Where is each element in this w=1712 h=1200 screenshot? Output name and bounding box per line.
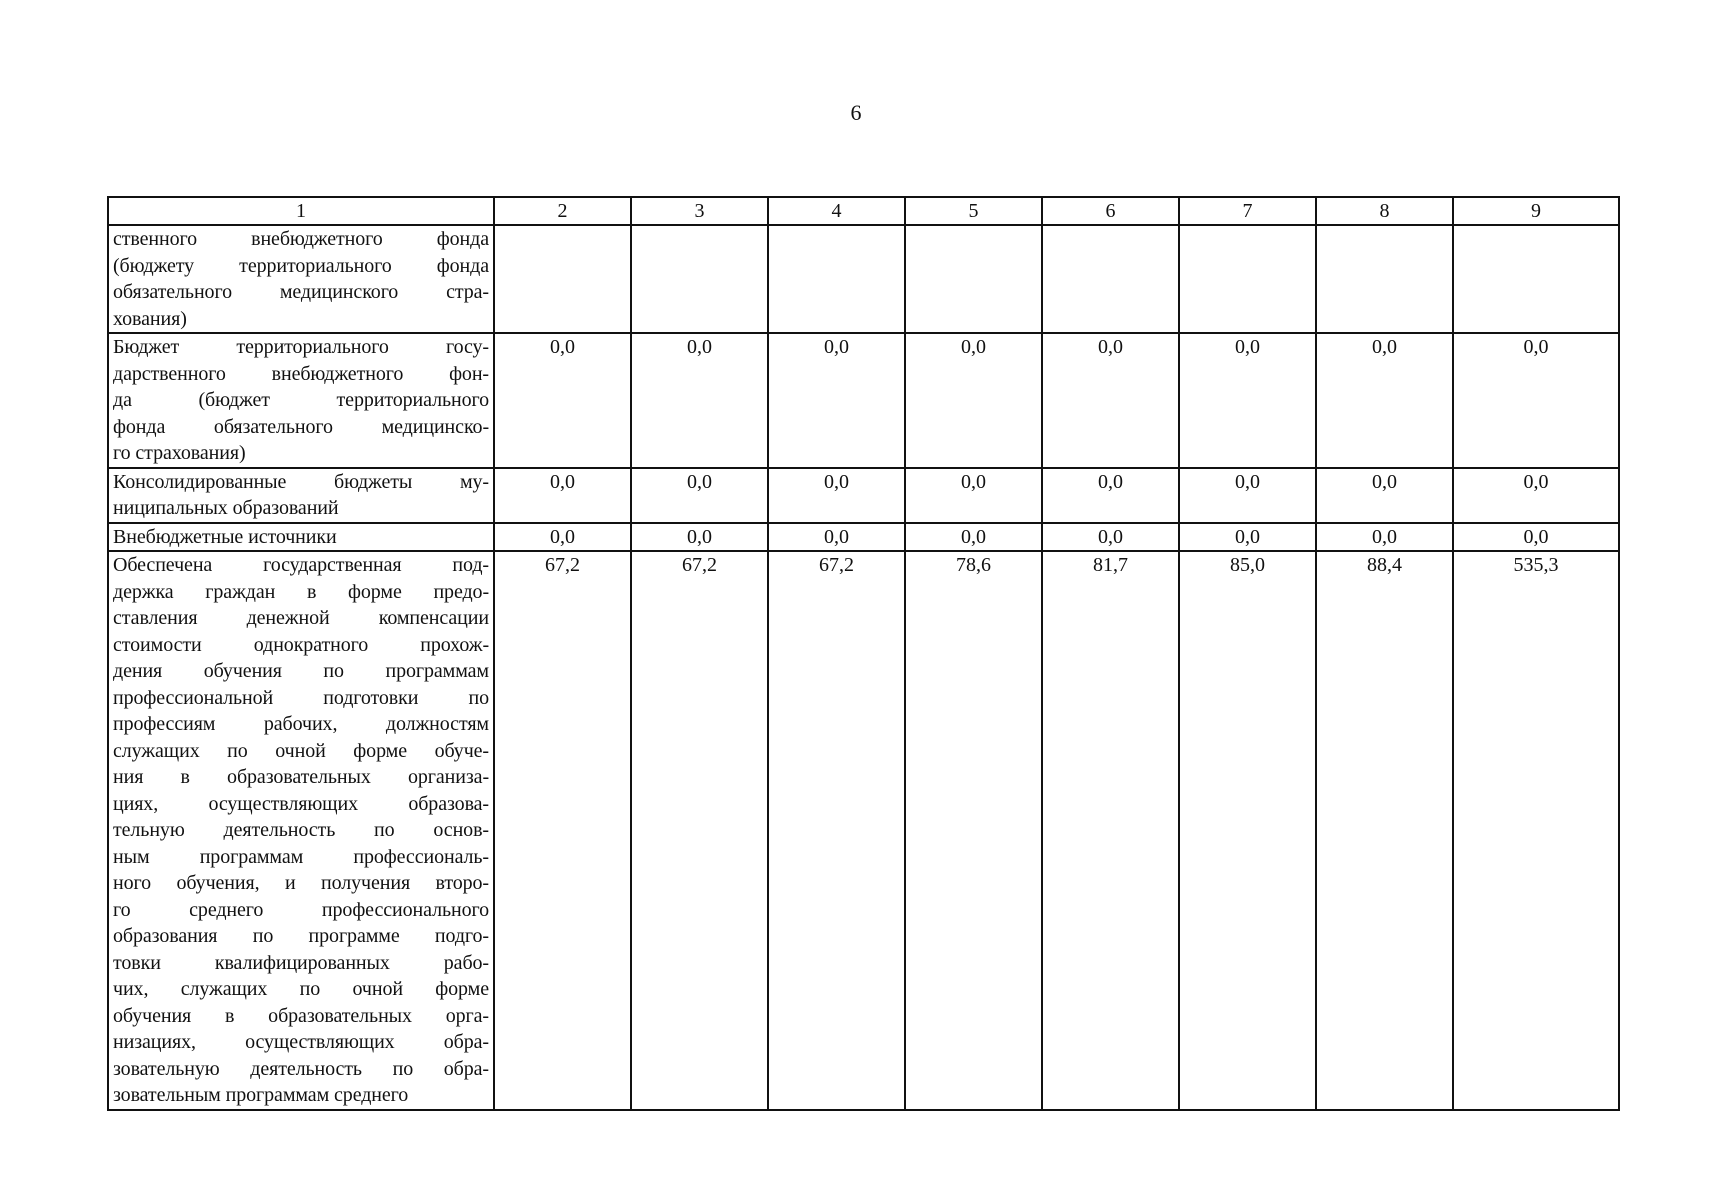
value-cell: 78,6 bbox=[905, 551, 1042, 1110]
row-label-line: ного обучения, и получения второ- bbox=[113, 872, 489, 894]
value-cell: 0,0 bbox=[768, 333, 905, 468]
value-cell bbox=[1042, 225, 1179, 333]
funding-table bbox=[107, 196, 1620, 1111]
value-cell: 0,0 bbox=[1179, 523, 1316, 552]
value-cell: 0,0 bbox=[768, 523, 905, 552]
value-cell: 0,0 bbox=[631, 333, 768, 468]
column-header: 4 bbox=[768, 197, 905, 225]
row-label-line: обучения в образовательных орга- bbox=[113, 1004, 489, 1027]
row-label bbox=[108, 225, 494, 333]
value-cell: 0,0 bbox=[768, 468, 905, 523]
column-header: 6 bbox=[1042, 197, 1179, 225]
column-header: 7 bbox=[1179, 197, 1316, 225]
value-cell: 67,2 bbox=[631, 551, 768, 1110]
table-row bbox=[108, 551, 1619, 1110]
row-label-line: фонда обязательного медицинско- bbox=[113, 415, 489, 438]
value-cell bbox=[494, 225, 631, 333]
row-label-line: да (бюджет территориального bbox=[113, 389, 489, 411]
value-cell: 535,3 bbox=[1453, 551, 1619, 1110]
value-cell bbox=[1453, 225, 1619, 333]
value-cell: 0,0 bbox=[1179, 468, 1316, 523]
row-label-line: Бюджет территориального госу- bbox=[113, 336, 489, 358]
row-label-line: тельную деятельность по основ- bbox=[113, 819, 489, 841]
table-row bbox=[108, 333, 1619, 468]
row-label-line: чих, служащих по очной форме bbox=[113, 978, 489, 1000]
column-header: 8 bbox=[1316, 197, 1453, 225]
row-label-line: низациях, осуществляющих обра- bbox=[113, 1031, 489, 1053]
column-header: 3 bbox=[631, 197, 768, 225]
row-label-line: ния в образовательных организа- bbox=[113, 766, 489, 788]
row-label-line: циях, осуществляющих образова- bbox=[113, 792, 489, 815]
row-label bbox=[108, 468, 494, 523]
value-cell: 0,0 bbox=[1042, 468, 1179, 523]
row-label-line: образования по программе подго- bbox=[113, 925, 489, 947]
row-label bbox=[108, 523, 494, 552]
value-cell bbox=[1179, 225, 1316, 333]
value-cell: 88,4 bbox=[1316, 551, 1453, 1110]
table-row bbox=[108, 468, 1619, 523]
row-label-line: хования) bbox=[113, 307, 187, 330]
row-label-line: товки квалифицированных рабо- bbox=[113, 951, 489, 974]
header-row bbox=[108, 197, 1619, 225]
row-label-line: Консолидированные бюджеты му- bbox=[113, 470, 489, 493]
row-label-line: зовательным программам среднего bbox=[113, 1084, 409, 1106]
value-cell: 0,0 bbox=[1316, 333, 1453, 468]
column-header: 1 bbox=[108, 197, 494, 225]
row-label bbox=[108, 551, 494, 1110]
value-cell: 85,0 bbox=[1179, 551, 1316, 1110]
value-cell: 0,0 bbox=[494, 333, 631, 468]
row-label-line: обязательного медицинского стра- bbox=[113, 281, 489, 303]
row-label-line: (бюджету территориального фонда bbox=[113, 254, 489, 277]
row-label-line: ниципальных образований bbox=[113, 497, 339, 519]
value-cell: 0,0 bbox=[494, 468, 631, 523]
value-cell: 0,0 bbox=[1316, 468, 1453, 523]
value-cell bbox=[1316, 225, 1453, 333]
row-label-line: Обеспечена государственная под- bbox=[113, 554, 489, 576]
column-header: 5 bbox=[905, 197, 1042, 225]
row-label-line: служащих по очной форме обуче- bbox=[113, 739, 489, 762]
row-label-line: го среднего профессионального bbox=[113, 898, 489, 921]
value-cell bbox=[768, 225, 905, 333]
value-cell: 67,2 bbox=[494, 551, 631, 1110]
row-label-line: Внебюджетные источники bbox=[113, 525, 337, 548]
row-label-line: стоимости однократного прохож- bbox=[113, 633, 489, 656]
row-label-line: дарственного внебюджетного фон- bbox=[113, 362, 489, 385]
value-cell: 0,0 bbox=[631, 468, 768, 523]
page-number: 6 bbox=[850, 100, 862, 125]
value-cell bbox=[905, 225, 1042, 333]
value-cell: 0,0 bbox=[1042, 523, 1179, 552]
row-label bbox=[108, 333, 494, 468]
value-cell: 67,2 bbox=[768, 551, 905, 1110]
row-label-line: го страхования) bbox=[113, 442, 246, 464]
value-cell: 0,0 bbox=[905, 468, 1042, 523]
value-cell bbox=[631, 225, 768, 333]
row-label-line: ставления денежной компенсации bbox=[113, 607, 489, 629]
value-cell: 0,0 bbox=[1453, 468, 1619, 523]
row-label-line: дения обучения по программам bbox=[113, 660, 489, 682]
row-label-line: ственного внебюджетного фонда bbox=[113, 228, 489, 250]
table-row bbox=[108, 225, 1619, 333]
value-cell: 0,0 bbox=[1453, 523, 1619, 552]
value-cell: 0,0 bbox=[905, 523, 1042, 552]
table-row bbox=[108, 523, 1619, 552]
row-label-line: зовательную деятельность по обра- bbox=[113, 1057, 489, 1080]
column-header: 9 bbox=[1453, 197, 1619, 225]
column-header: 2 bbox=[494, 197, 631, 225]
row-label-line: профессиональной подготовки по bbox=[113, 686, 489, 709]
value-cell: 0,0 bbox=[494, 523, 631, 552]
row-label-line: держка граждан в форме предо- bbox=[113, 580, 489, 603]
value-cell: 0,0 bbox=[905, 333, 1042, 468]
value-cell: 81,7 bbox=[1042, 551, 1179, 1110]
row-label-line: профессиям рабочих, должностям bbox=[113, 713, 489, 735]
value-cell: 0,0 bbox=[631, 523, 768, 552]
value-cell: 0,0 bbox=[1316, 523, 1453, 552]
value-cell: 0,0 bbox=[1179, 333, 1316, 468]
value-cell: 0,0 bbox=[1042, 333, 1179, 468]
row-label-line: ным программам профессиональ- bbox=[113, 845, 489, 868]
value-cell: 0,0 bbox=[1453, 333, 1619, 468]
